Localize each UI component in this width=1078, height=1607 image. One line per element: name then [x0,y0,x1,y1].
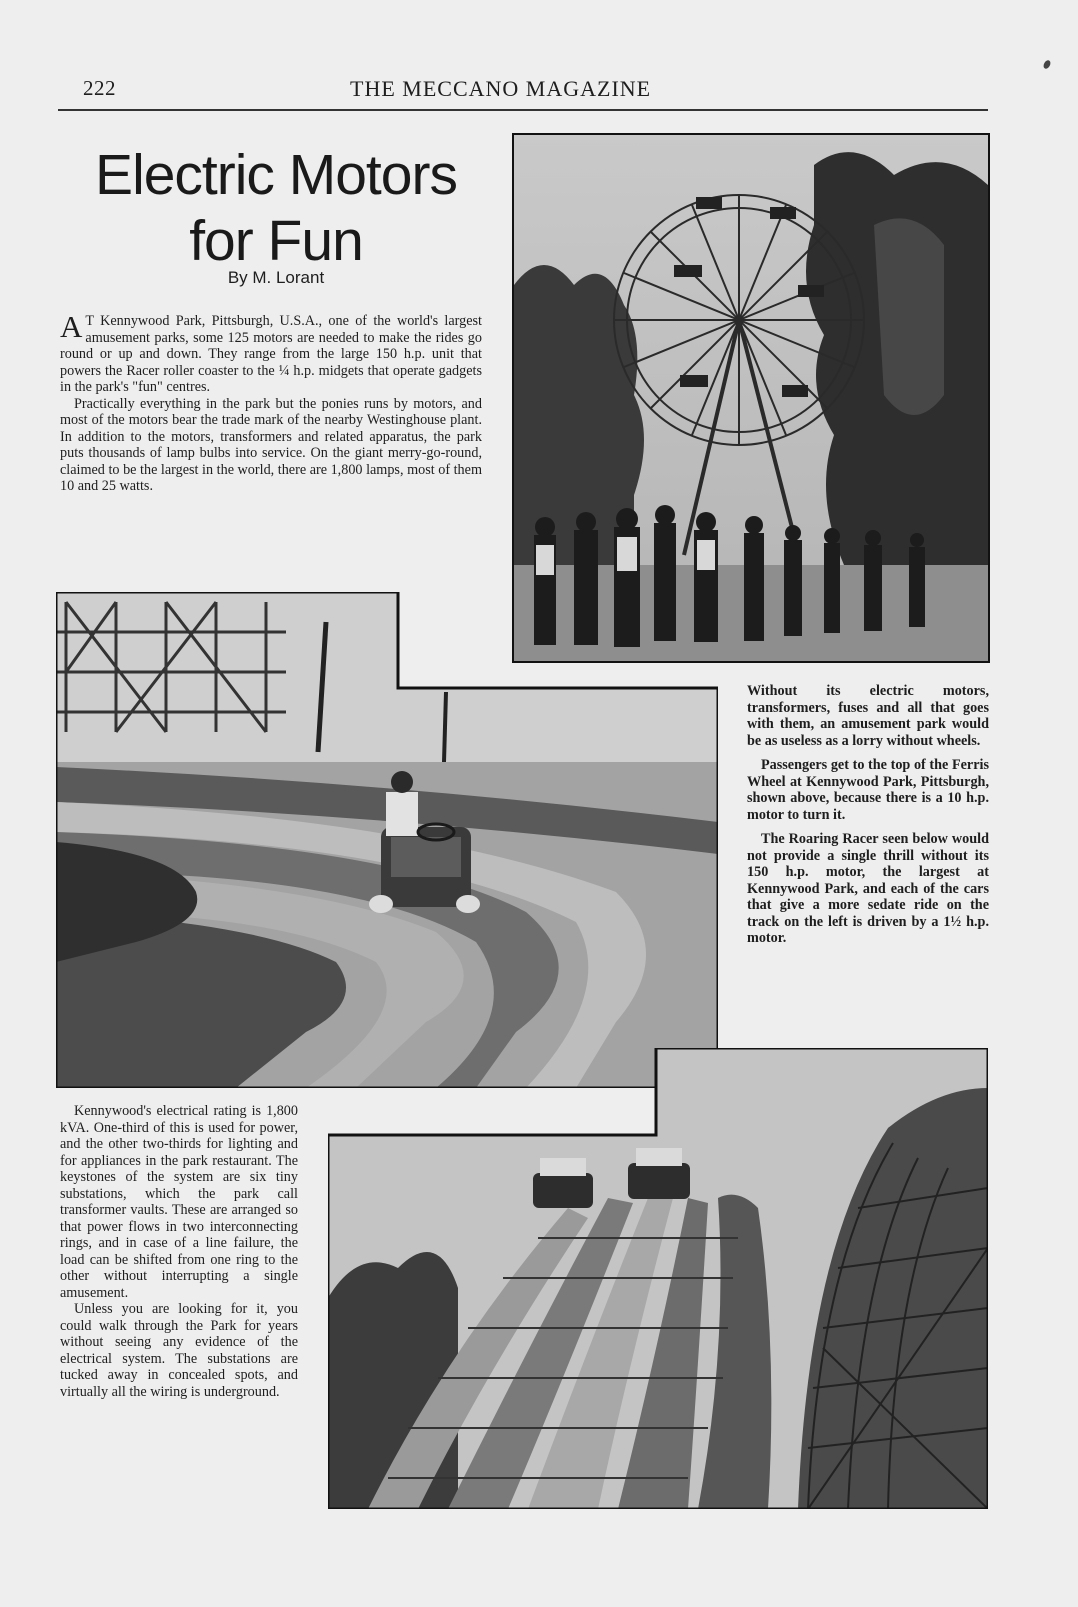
drop-cap: A [60,309,83,344]
roller-coaster-photo [328,1048,988,1509]
intro-text [60,309,482,495]
caption-paragraph-2: Passengers get to the top of the Ferris Wheel at Kennywood Park, Pittsburgh, shown above, because there is a 10 h.p. motor to turn it. [747,757,989,823]
bottom-paragraph-1: Kennywood's electrical rating is 1,800 kVA. One-third of this is used for power, and the other two-thirds for lighting and for appliances in the park restaurant. The keystones of the system are six tiny substations, which the park call transformer vaults. These are arranged so that power flows in two interconnecting rings, and in case of a line failure, the load can be shifted from one ring to the other without interrupting a single amusement. [60,1103,298,1301]
byline: By M. Lorant [227,268,325,287]
bottom-text [60,1103,298,1400]
intro-paragraph-2: Practically everything in the park but the ponies runs by motors, and most of the motors bear the trade mark of the nearby Westinghouse plant. In addition to the motors, transformers and related apparatus, the park puts thousands of lamp bulbs into service. On the giant merry-go-round, claimed to be the largest in the world, there are 1,800 lamps, most of them 10 and 25 watts. [60,395,482,494]
paper-blemish [1042,59,1052,70]
caption-paragraph-3: The Roaring Racer seen below would not provide a single thrill without its 150 h.p. motor, the largest at Kennywood Park, and each of the cars that give a more sedate ride on the track on the left is driven by a 1½ h.p. motor. [747,831,989,946]
intro-paragraph-1-text: T Kennywood Park, Pittsburgh, U.S.A., one of the world's largest amusement parks, some 125 motors are needed to make the rides go round or up and down. They range from the large 150 h.p. unit that powers the Racer roller coaster to the ¼ h.p. midgets that operate gadgets in the park's "fun" centres. [60,313,482,395]
bottom-paragraph-2: Unless you are looking for it, you could walk through the Park for years without seeing any evidence of the electrical system. The substations are tucked away in concealed spots, and virtually all the wiring is underground. [60,1301,298,1400]
title-line-2: for Fun [189,209,363,273]
photo-caption [747,683,989,955]
page-number: 222 [83,76,116,100]
header-rule [58,109,988,111]
intro-paragraph-1 [60,309,482,396]
caption-paragraph-1: Without its electric motors, transformers, fuses and all that goes with them, an amusement park would be as useless as a lorry without wheels. [747,683,989,749]
track-cars-photo [56,592,718,1088]
title-line-1: Electric Motors [95,143,457,207]
magazine-title: THE MECCANO MAGAZINE [350,76,652,101]
article-title [60,142,492,274]
ferris-wheel-photo [512,133,990,663]
